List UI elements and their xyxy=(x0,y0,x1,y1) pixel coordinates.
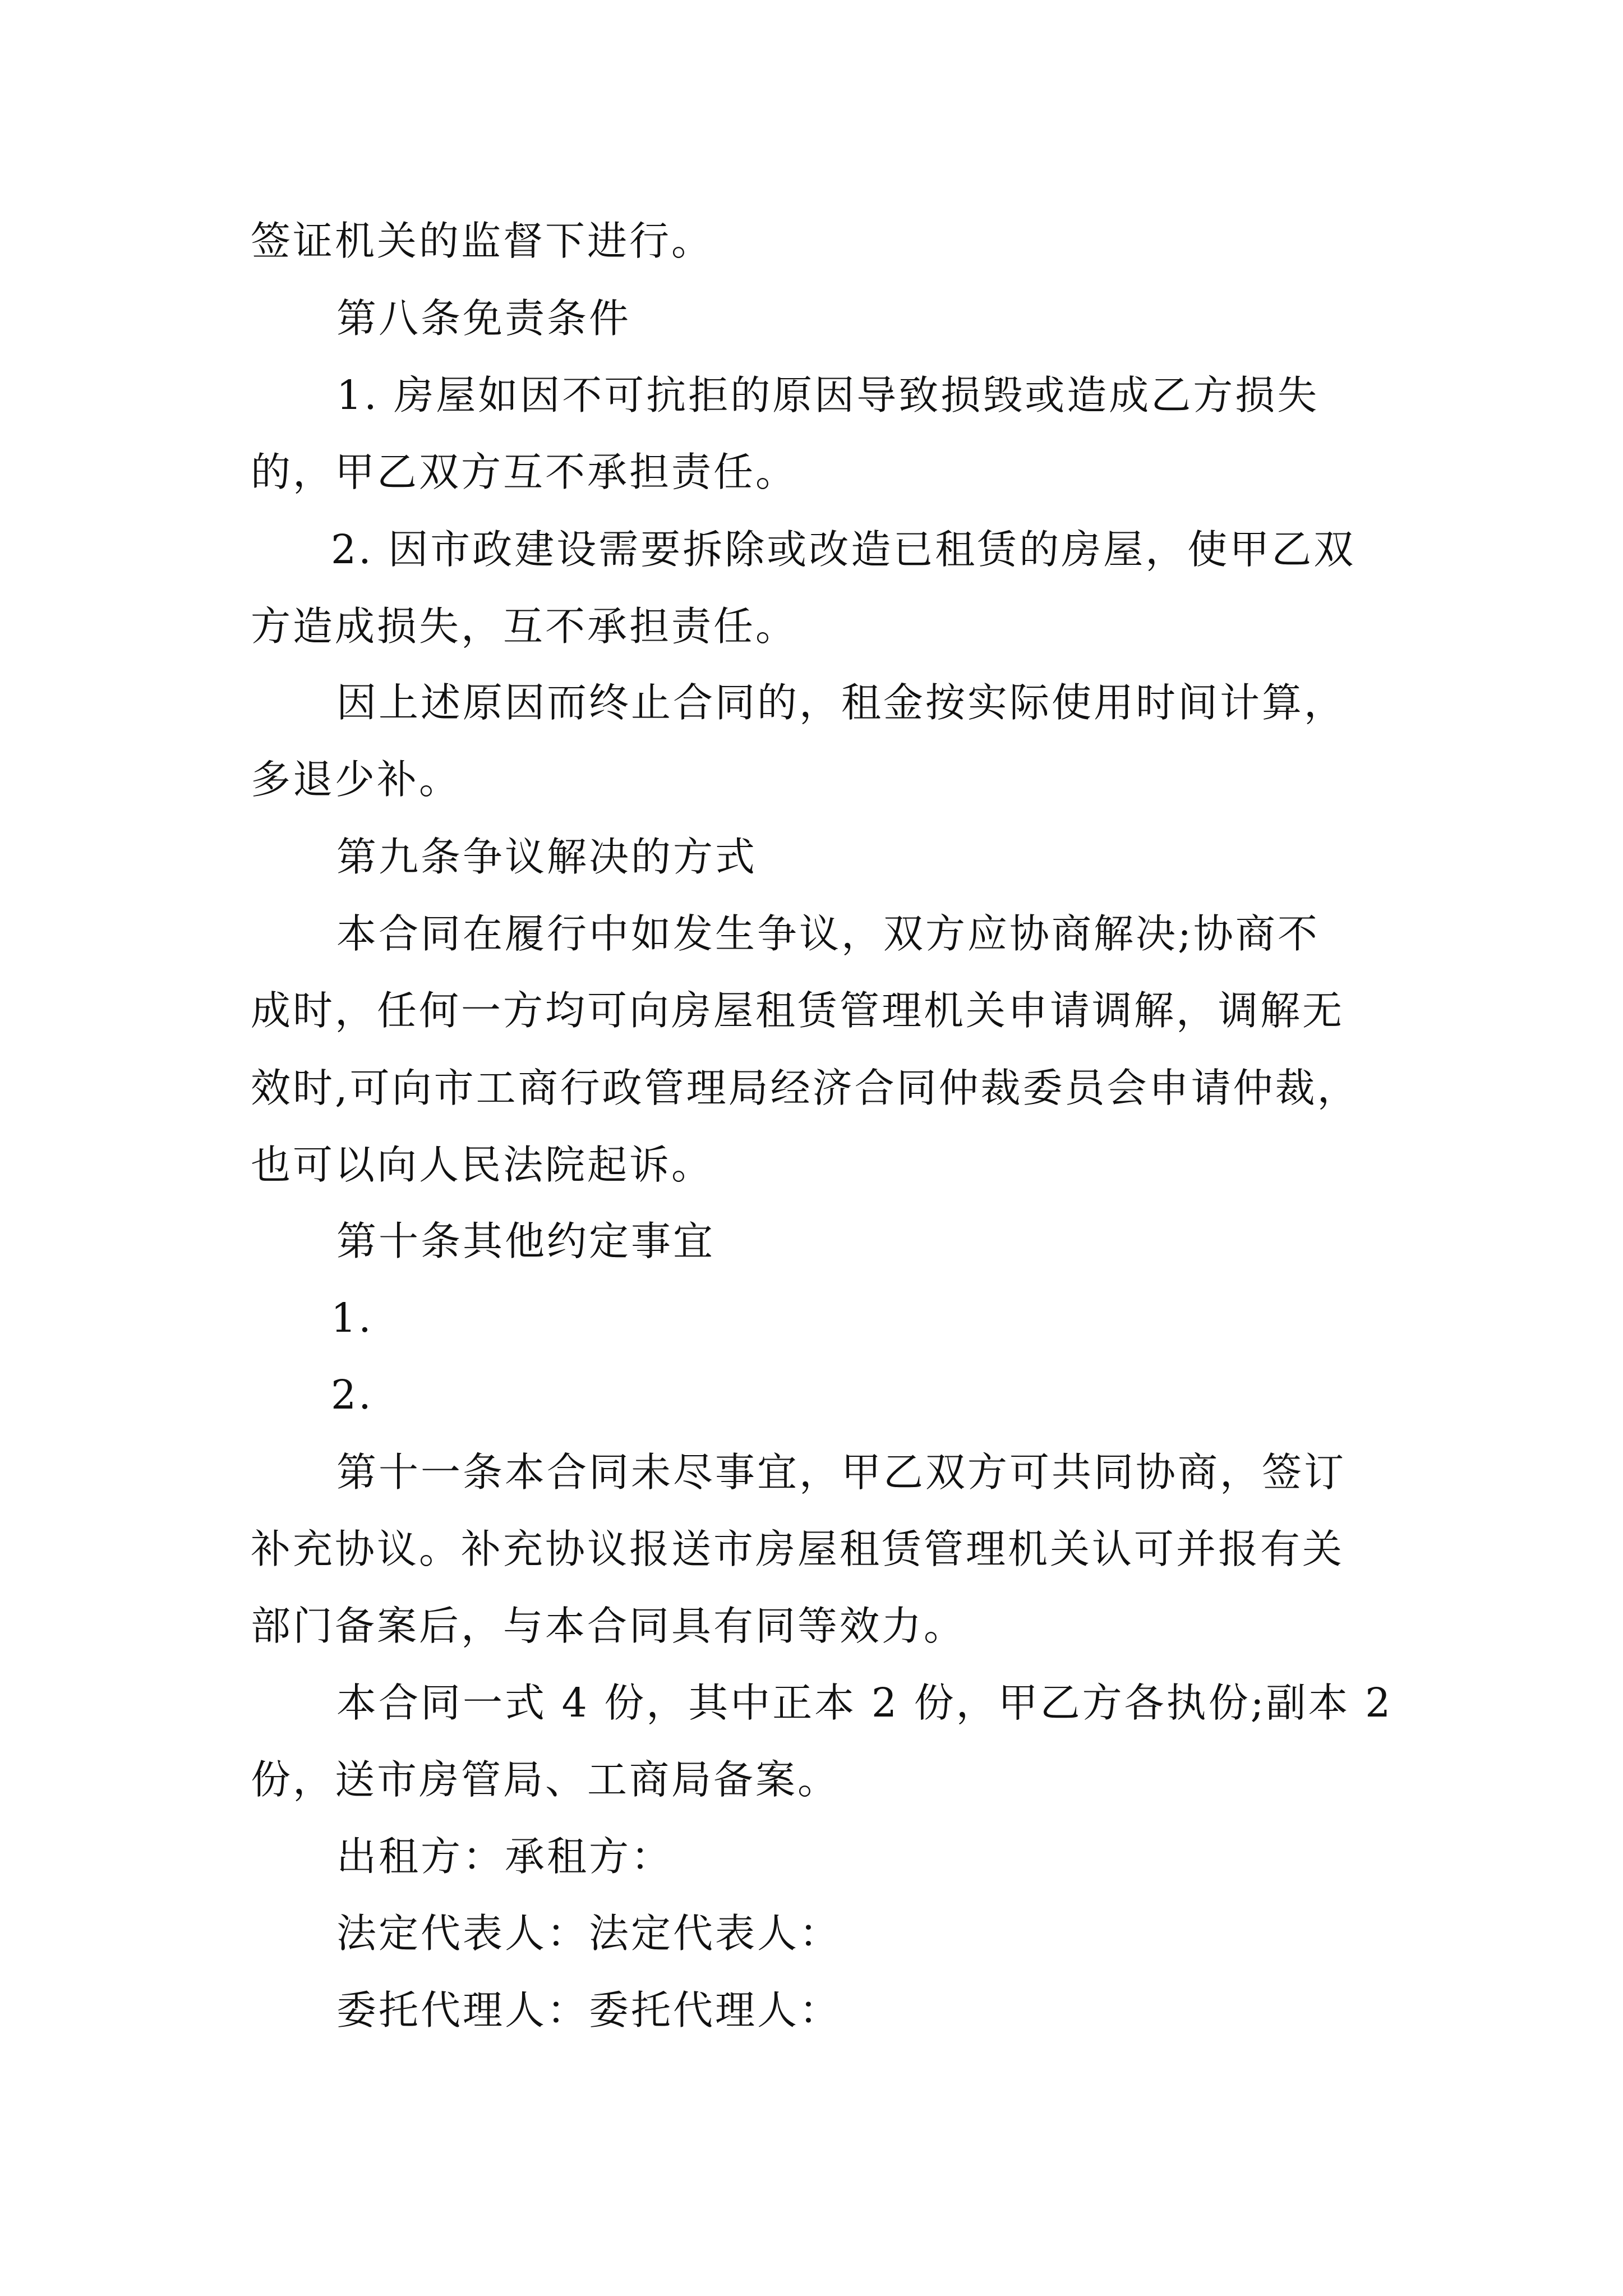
signature-line-authorized-agent: 委托代理人：委托代理人： xyxy=(336,1987,842,2033)
text-line: 部门备案后，与本合同具有同等效力。 xyxy=(251,1603,966,1649)
text-line: 因上述原因而终止合同的，租金按实际使用时间计算， xyxy=(336,679,1347,726)
signature-line-lessor-lessee: 出租方：承租方： xyxy=(336,1833,674,1880)
text-line: 2. 因市政建设需要拆除或改造已租赁的房屋，使甲乙双 xyxy=(331,526,1356,573)
signature-line-legal-representative: 法定代表人：法定代表人： xyxy=(336,1910,842,1957)
text-line: 也可以向人民法院起诉。 xyxy=(251,1142,714,1188)
text-line: 成时，任何一方均可向房屋租赁管理机关申请调解，调解无 xyxy=(251,987,1345,1034)
text-line: 补充协议。补充协议报送市房屋租赁管理机关认可并报有关 xyxy=(251,1526,1345,1572)
text-line: 多退少补。 xyxy=(251,756,462,803)
article-heading: 第十条其他约定事宜 xyxy=(336,1218,716,1264)
list-item: 2. xyxy=(331,1372,374,1418)
text-line: 的，甲乙双方互不承担责任。 xyxy=(251,449,798,495)
text-line: 本合同一式 4 份，其中正本 2 份，甲乙方各执份;副本 2 xyxy=(336,1680,1393,1726)
article-heading: 第八条免责条件 xyxy=(336,295,631,342)
text-line: 签证机关的监督下进行。 xyxy=(251,218,714,264)
article-heading: 第九条争议解决的方式 xyxy=(336,834,758,880)
text-line: 1. 房屋如因不可抗拒的原因导致损毁或造成乙方损失 xyxy=(336,372,1320,418)
article-heading: 第十一条本合同未尽事宜，甲乙双方可共同协商，签订 xyxy=(336,1449,1347,1496)
text-line: 份，送市房管局、工商局备案。 xyxy=(251,1756,840,1803)
text-line: 本合同在履行中如发生争议，双方应协商解决;协商不 xyxy=(336,910,1320,957)
text-line: 方造成损失，互不承担责任。 xyxy=(251,603,798,650)
list-item: 1. xyxy=(331,1295,374,1341)
text-line: 效时,可向市工商行政管理局经济合同仲裁委员会申请仲裁， xyxy=(251,1065,1359,1111)
